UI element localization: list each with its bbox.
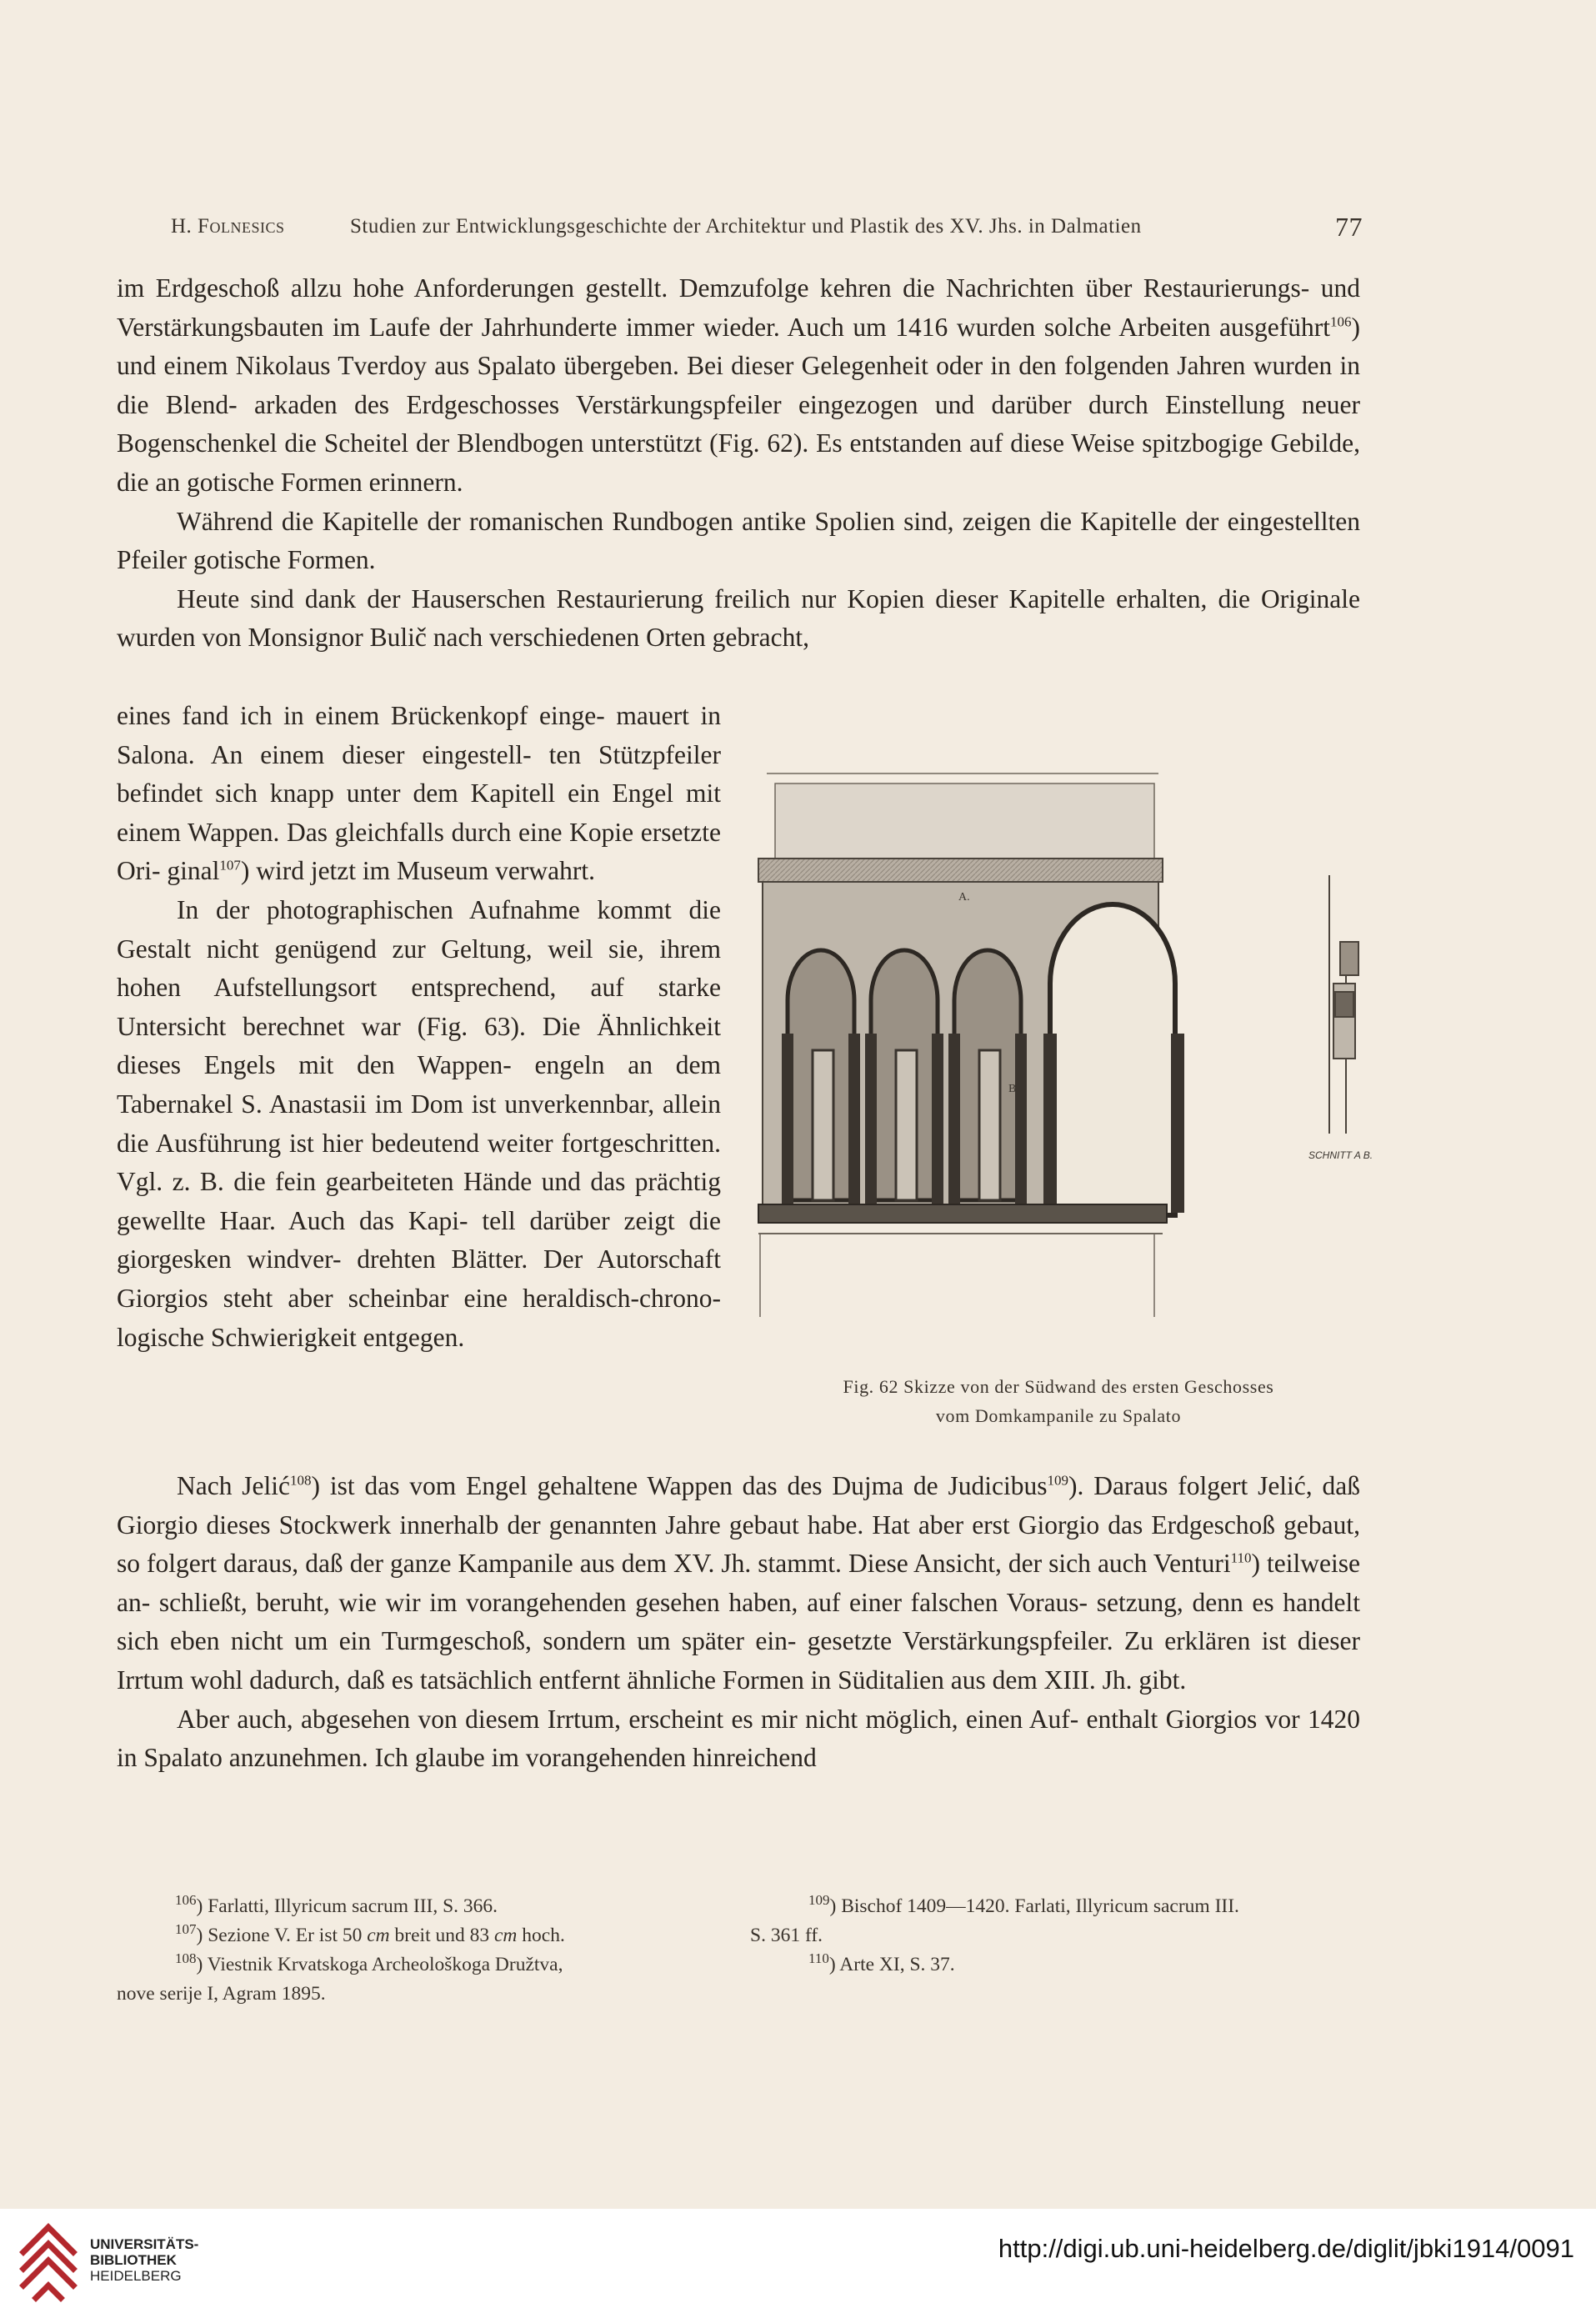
figure-label-b: B.	[1008, 1083, 1019, 1095]
figure-caption	[754, 1372, 1363, 1430]
paragraph-5: Nach Jelić$^{108}$) ist das vom Engel gehaltene Wappen das des Dujma de Judicibus$^{109}$). Daraus folgert Jelić, daß Giorgio dieses Stockwerk innerhalb der genannten Jahre gebaut habe. Hat aber erst Giorgio das Erdgeschoß gebaut, so folgert daraus, daß der ganze Kampanile aus dem XV. Jh. stammt. Diese Ansicht, der sich auch Venturi$^{110}$) teilweise an- schließt, beruht, wie wir im vorangehenden gesehen haben, auf einer falschen Voraus- setzung, denn es handelt sich eben nicht um ein Turmgeschoß, sondern um später ein- gesetzte Verstärkungspfeiler. Zu erklären ist dieser Irrtum wohl dadurch, daß es tatsächlich entfernt ähnliche Formen in Süditalien aus dem XIII. Jh. gibt.	[117, 1471, 1360, 1695]
caption-line-2: vom Domkampanile zu Spalato	[935, 1405, 1182, 1426]
text-block-top	[117, 269, 1360, 658]
source-url-link[interactable]: http://digi.ub.uni-heidelberg.de/diglit/jbki1914/0091	[998, 2234, 1574, 2263]
footnote-ref-107[interactable]: 107	[219, 857, 241, 874]
page-number: 77	[1335, 212, 1363, 242]
section-drawing	[1329, 875, 1358, 1134]
running-head-title: Studien zur Entwicklungsgeschichte der Architektur und Plastik des XV. Jhs. in Dalmatien	[350, 215, 1142, 238]
figure-62	[750, 733, 1388, 1334]
section-label: SCHNITT A B.	[1308, 1149, 1373, 1161]
university-library-logo-icon	[15, 2219, 82, 2302]
figure-62-drawing	[750, 733, 1388, 1334]
footnote-109-cont: S. 361 ff.	[750, 1925, 823, 1946]
figure-label-a: A.	[958, 891, 970, 904]
footnote-ref-110[interactable]: 110	[1230, 1550, 1252, 1566]
library-name: UNIVERSITÄTS- BIBLIOTHEK HEIDELBERG	[90, 2236, 199, 2284]
footnote-110: $^{110}$) Arte XI, S. 37.	[808, 1950, 955, 1975]
text-block-narrow	[117, 697, 721, 1357]
footnotes-left	[117, 1892, 750, 2009]
footnotes-right	[750, 1892, 1360, 1980]
footnote-ref-108[interactable]: 108	[290, 1472, 312, 1489]
footnote-ref-106[interactable]: 106	[1330, 313, 1352, 330]
caption-line-1: Fig. 62 Skizze von der Südwand des ersten Geschosses	[843, 1376, 1274, 1397]
footnote-ref-109[interactable]: 109	[1047, 1472, 1068, 1489]
running-head-author: H. Folnesics	[171, 215, 285, 238]
footnote-109: $^{109}$) Bischof 1409—1420. Farlati, Illyricum sacrum III.	[808, 1892, 1239, 1917]
footnote-106: $^{106}$) Farlatti, Illyricum sacrum III, S. 366.	[175, 1892, 498, 1917]
paragraph-6: Aber auch, abgesehen von diesem Irrtum, erscheint es mir nicht möglich, einen Auf- enthalt Giorgios vor 1420 in Spalato anzunehmen. Ich glaube im vorangehenden hinreichend	[117, 1704, 1360, 1773]
library-footer	[0, 2209, 1596, 2318]
footnote-108: $^{108}$) Viestnik Krvatskoga Archeološkoga Družtva,	[175, 1950, 563, 1975]
text-block-bottom	[117, 1467, 1360, 1778]
footnote-108-cont: nove serije I, Agram 1895.	[117, 1983, 326, 2005]
paragraph-3-cont: eines fand ich in einem Brückenkopf einge- mauert in Salona. An einem dieser eingestell- ten Stützpfeiler befindet sich knapp unter dem Kapitell ein Engel mit einem Wappen. Das gleichfalls durch eine Kopie ersetzte Ori- ginal$^{107}$) wird jetzt im Museum verwahrt.	[117, 701, 721, 886]
paragraph-4: In der photographischen Aufnahme kommt die Gestalt nicht genügend zur Geltung, weil sie, ihrem hohen Aufstellungsort entsprechend, auf starke Untersicht berechnet war (Fig. 63). Die Ähnlichkeit dieses Engels mit den Wappen- engeln an dem Tabernakel S. Anastasii im Dom ist unverkennbar, allein die Ausführung ist hier bedeutend weiter fortgeschritten. Vgl. z. B. die fein gearbeiteten Hände und das prächtig gewellte Haar. Auch das Kapi- tell darüber zeigt die giorgesken windver- drehten Blätter. Der Autorschaft Giorgios steht aber scheinbar eine heraldisch-chrono- logische Schwierigkeit entgegen.	[117, 894, 721, 1352]
running-head	[171, 212, 1363, 248]
paragraph-2: Während die Kapitelle der romanischen Rundbogen antike Spolien sind, zeigen die Kapitelle der eingestellten Pfeiler gotische Formen.	[117, 506, 1360, 575]
footnote-107: $^{107}$) Sezione V. Er ist 50 cm breit und 83 cm hoch.	[175, 1921, 565, 1946]
paragraph-1: im Erdgeschoß allzu hohe Anforderungen gestellt. Demzufolge kehren die Nachrichten über Restaurierungs- und Verstärkungsbauten im Laufe der Jahrhunderte immer wieder. Auch um 1416 wurden solche Arbeiten ausgeführt$^{106}$) und einem Nikolaus Tverdoy aus Spalato übergeben. Bei dieser Gelegenheit oder in den folgenden Jahren wurden in die Blend- arkaden des Erdgeschosses Verstärkungspfeiler eingezogen und darüber durch Einstellung neuer Bogenschenkel die Scheitel der Blendbogen unterstützt (Fig. 62). Es entstanden auf diese Weise spitzbogige Gebilde, die an gotische Formen erinnern.	[117, 273, 1360, 497]
paragraph-3-start: Heute sind dank der Hauserschen Restaurierung freilich nur Kopien dieser Kapitelle erhalten, die Originale wurden von Monsignor Bulič nach verschiedenen Orten gebracht,	[117, 583, 1360, 653]
